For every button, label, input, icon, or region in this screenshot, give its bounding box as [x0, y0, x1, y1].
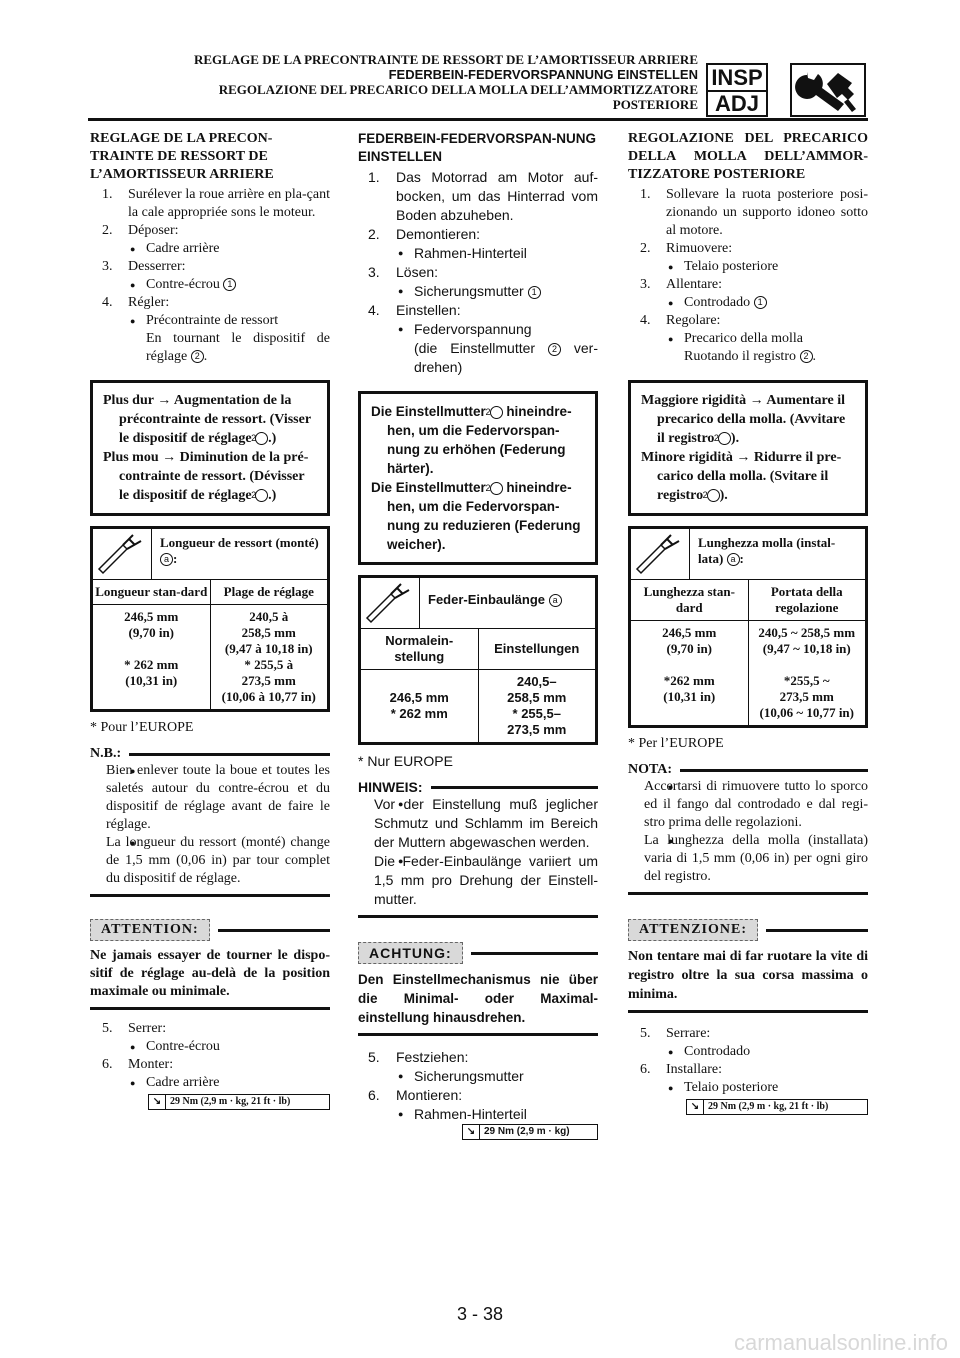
step-text: Monter: — [128, 1057, 174, 1072]
cell-line: 273,5 mm — [779, 689, 834, 704]
caution-heading — [358, 942, 598, 964]
step-5 — [628, 1025, 868, 1043]
cell-line: (9,70 in) — [666, 641, 712, 656]
page-header — [100, 52, 698, 112]
table-row — [93, 605, 327, 709]
step-1 — [628, 186, 868, 240]
callout-marker: 2 — [255, 489, 268, 502]
section-title: REGOLAZIONE DEL PRECARICO DELLA MOLLA DELL’AMMOR-TIZZATORE POSTERIORE — [628, 131, 868, 182]
table-cell — [93, 605, 211, 709]
cell-line: 246,5 mm — [662, 625, 717, 640]
step-number: 4. — [102, 295, 113, 310]
bullet-item — [358, 282, 598, 301]
torque-wrench-icon: ↘ — [463, 1125, 480, 1139]
divider — [90, 1007, 330, 1010]
step-text: Surélever la roue arrière en pla-çant la cale appropriée sons le moteur. — [128, 187, 330, 220]
step-number: 5. — [640, 1026, 651, 1041]
section-title: FEDERBEIN-FEDERVORSPAN-NUNG EINSTELLEN — [358, 131, 597, 164]
badge-top-text: INSP — [711, 65, 763, 90]
cell-line: *255,5 ~ — [783, 673, 830, 688]
bullet-item — [628, 294, 868, 312]
divider — [358, 915, 598, 918]
note-line-1 — [103, 391, 317, 448]
step-3 — [90, 258, 330, 276]
cell-line: 246,5 mm — [389, 690, 449, 705]
step-text: Serrer: — [128, 1021, 167, 1036]
nb-label: N.B.: — [90, 746, 122, 761]
column-header: Longueur stan-dard — [93, 580, 211, 604]
nb-item: ● Vor der Einstellung muß jeglicher Schmutz und Schlamm im Bereich der Muttern abgewaschen werden. — [358, 795, 598, 852]
caution-text: Den Einstellmechanismus nie über die Minimal- oder Maximal-einstellung hinausdrehen. — [358, 972, 598, 1025]
caution-label: ATTENZIONE: — [628, 919, 758, 941]
cell-line: * 262 mm — [124, 657, 179, 672]
table-cell — [479, 670, 596, 742]
bullet-item: ● Precarico della molla — [628, 330, 868, 348]
cell-line: *262 mm — [663, 673, 715, 688]
step-text: Serrare: — [666, 1026, 711, 1041]
caution-heading — [90, 919, 330, 941]
table-header-row — [631, 580, 865, 621]
step-1 — [358, 168, 598, 225]
note-line-1 — [371, 402, 585, 478]
badge-bottom-text: ADJ — [714, 91, 759, 116]
step-number: 1. — [640, 187, 651, 202]
column-header: Normalein-stellung — [361, 629, 479, 669]
sub-text-end: ver-drehen) — [414, 340, 598, 375]
bullet-text: Sicherungsmutter — [414, 283, 524, 299]
step-number: 2. — [102, 223, 113, 238]
step-number: 6. — [640, 1062, 651, 1077]
torque-wrench-icon: ↘ — [687, 1100, 704, 1114]
step-2 — [628, 240, 868, 258]
spec-label-text: Feder-Einbaulänge — [428, 592, 546, 607]
step-text: Déposer: — [128, 223, 179, 238]
section-title: REGLAGE DE LA PRECON-TRAINTE DE RESSORT DE L’AMORTISSEUR ARRIERE — [90, 131, 274, 182]
step-number: 4. — [368, 302, 380, 318]
nb-item: ● Bien enlever toute la boue et toutes les saletés autour du contre-écrou et du dispositif de réglage avant de faire le réglage. — [90, 762, 330, 834]
spec-label-text: Longueur de ressort (monté) — [160, 535, 319, 550]
step-text: Festziehen: — [396, 1049, 469, 1065]
step-text: Demontieren: — [396, 226, 481, 242]
step-6 — [358, 1086, 598, 1105]
callout-marker: a — [160, 553, 173, 566]
cell-line: (10,31 in) — [125, 673, 178, 688]
bullet-item: ● Rahmen-Hinterteil — [358, 244, 598, 263]
watermark: carmanualsonline.info — [733, 1330, 948, 1355]
step-text: Lösen: — [396, 264, 439, 280]
step-2 — [358, 225, 598, 244]
column-italian — [628, 126, 868, 1115]
step-number: 2. — [640, 241, 651, 256]
spec-label: Longueur de ressort (monté) a : — [160, 535, 319, 566]
step-number: 6. — [102, 1057, 113, 1072]
step-number: 5. — [368, 1049, 380, 1065]
step-text: Sollevare la ruota posteriore posi-zionando un supporto idoneo sotto al motore. — [666, 187, 868, 238]
step-4 — [628, 312, 868, 330]
step-5 — [90, 1020, 330, 1038]
note-line-2 — [641, 448, 855, 505]
sub-text — [358, 339, 598, 377]
step-number: 2. — [368, 226, 380, 242]
torque-value: 29 Nm (2,9 m · kg, 21 ft · lb) — [708, 1101, 829, 1112]
note-text-end: .) — [268, 488, 277, 503]
nb-label: NOTA: — [628, 762, 673, 777]
divider — [628, 1010, 868, 1013]
callout-marker: 2 — [490, 406, 503, 419]
spec-table — [628, 526, 868, 728]
cell-line: 273,5 mm — [507, 722, 567, 737]
nb-label: HINWEIS: — [358, 779, 423, 795]
caution-label: ACHTUNG: — [358, 942, 463, 964]
step-3 — [358, 263, 598, 282]
bullet-item: ● Telaio posteriore — [628, 258, 868, 276]
table-header-row — [361, 629, 595, 670]
caution-text: Ne jamais essayer de tourner le dispo-sitif de réglage au-delà de la position maximale ou minimale. — [90, 948, 330, 999]
header-line-4: POSTERIORE — [612, 97, 698, 112]
header-line-2: FEDERBEIN-FEDERVORSPANNUNG EINSTELLEN — [388, 67, 698, 82]
nb-heading — [628, 762, 868, 778]
bullet-text: Contre-écrou — [146, 277, 220, 292]
torque-spec — [686, 1099, 868, 1115]
step-number: 3. — [368, 264, 380, 280]
bullet-item: ● Rahmen-Hinterteil — [358, 1105, 598, 1124]
sub-text: En tournant le dispositif de réglage 2 . — [146, 331, 330, 364]
sub-text-body: En tournant le dispositif de réglage — [146, 331, 330, 364]
footnote: * Nur EUROPE — [358, 753, 453, 769]
note-text-end: hineindre-hen, um die Federvorspan-nung zu reduzieren (Federung weicher). — [387, 480, 581, 552]
callout-marker: 1 — [223, 278, 236, 291]
spec-table — [90, 526, 330, 712]
header-rule — [88, 118, 868, 121]
step-6 — [90, 1056, 330, 1074]
bullet-item: ● Federvorspannung — [358, 320, 598, 339]
divider — [90, 894, 330, 897]
nb-item: ● La longueur du ressort (monté) change de 1,5 mm (0,06 in) par tour complet du dispositif de réglage. — [90, 834, 330, 888]
step-text: Einstellen: — [396, 302, 461, 318]
callout-marker: 2 — [707, 489, 720, 502]
table-cell — [211, 605, 328, 709]
header-line-3: REGOLAZIONE DEL PRECARICO DELLA MOLLA DELL’AMMORTIZZATORE — [218, 82, 698, 97]
cell-line: (9,47 à 10,18 in) — [224, 641, 313, 656]
note-text-end: ). — [719, 488, 728, 503]
caution-text: Non tentare mai di far ruotare la vite di registro oltre la sua corsa massima o minima. — [628, 949, 868, 1002]
step-number: 3. — [102, 259, 113, 274]
step-text: Montieren: — [396, 1087, 463, 1103]
callout-marker: 2 — [548, 343, 561, 356]
torque-value: 29 Nm (2,9 m · kg) — [484, 1126, 570, 1137]
note-text-end: hineindre-hen, um die Federvorspan-nung zu erhöhen (Federung härter). — [387, 404, 572, 476]
step-6 — [628, 1061, 868, 1079]
step-text: Regolare: — [666, 313, 721, 328]
step-number: 3. — [640, 277, 651, 292]
cell-line: (9,47 ~ 10,18 in) — [762, 641, 851, 656]
insp-adj-badge — [706, 63, 768, 117]
callout-marker: 1 — [528, 286, 541, 299]
torque-value: 29 Nm (2,9 m · kg, 21 ft · lb) — [170, 1096, 291, 1107]
nb-heading — [358, 779, 598, 795]
cell-line: * 262 mm — [390, 706, 448, 721]
step-number: 5. — [102, 1021, 113, 1036]
torque-wrench-icon: ↘ — [149, 1095, 166, 1109]
nb-item: ● Die Feder-Einbaulänge variiert um 1,5 mm pro Drehung der Einstell-mutter. — [358, 852, 598, 909]
step-text: Allentare: — [666, 277, 722, 292]
callout-marker: 2 — [800, 350, 813, 363]
bullet-item: ● Cadre arrière — [90, 1074, 330, 1092]
adjustment-note-box — [358, 391, 598, 565]
cell-line: 246,5 mm — [124, 609, 179, 624]
sub-text: Ruotando il registro 2 . — [684, 349, 816, 364]
cell-line: (10,06 à 10,77 in) — [221, 689, 316, 704]
callout-marker: a — [727, 553, 740, 566]
caution-label: ATTENTION: — [90, 919, 210, 941]
note-text: Die Einstellmutter — [371, 480, 486, 495]
torque-spec — [462, 1124, 598, 1140]
caliper-icon — [93, 529, 152, 579]
step-5 — [358, 1048, 598, 1067]
callout-marker: 2 — [191, 350, 204, 363]
column-header: Lunghezza stan-dard — [631, 580, 749, 620]
step-4 — [90, 294, 330, 312]
step-number: 6. — [368, 1087, 380, 1103]
bullet-text: Controdado — [684, 295, 751, 310]
column-header: Plage de réglage — [223, 584, 314, 599]
bullet-item — [90, 276, 330, 294]
step-2 — [90, 222, 330, 240]
cell-line: 258,5 mm — [507, 690, 567, 705]
caution-heading — [628, 919, 868, 941]
bullet-item: ● Controdado — [628, 1043, 868, 1061]
step-4 — [358, 301, 598, 320]
torque-spec — [148, 1094, 330, 1110]
spec-table — [358, 575, 598, 745]
divider — [628, 892, 868, 895]
table-row — [631, 621, 865, 725]
bullet-item: ● Telaio posteriore — [628, 1079, 868, 1097]
note-text-end: ). — [730, 431, 740, 446]
table-cell — [749, 621, 866, 725]
step-1 — [90, 186, 330, 222]
callout-marker: 1 — [754, 296, 767, 309]
cell-line: (9,70 in) — [128, 625, 174, 640]
column-header: Portata della regolazione — [770, 584, 843, 615]
table-row — [361, 670, 595, 742]
cell-line: (10,06 ~ 10,77 in) — [759, 705, 854, 720]
spec-label-text: Lunghezza molla (instal-lata) — [698, 535, 836, 566]
sub-text-body: Ruotando il registro — [684, 349, 796, 364]
cell-line: 273,5 mm — [241, 673, 296, 688]
cell-line: 258,5 mm — [241, 625, 296, 640]
cell-line: * 255,5– — [512, 706, 561, 721]
table-header-row — [93, 580, 327, 605]
cell-line: (10,31 in) — [663, 689, 716, 704]
step-number: 1. — [102, 187, 113, 202]
cell-line: 240,5 à — [249, 609, 289, 624]
nb-item: ● Accertarsi di rimuovere tutto lo sporco ed il fango dal controdado e dal regi-stro prima delle regolazioni. — [628, 778, 868, 832]
footnote: * Per l’EUROPE — [628, 736, 724, 751]
step-text: Das Motorrad am Motor auf-bocken, um das Hinterrad vom Boden abzuheben. — [396, 169, 598, 223]
note-text: Die Einstellmutter — [371, 404, 486, 419]
note-text-end: .) — [268, 431, 277, 446]
note-text: Plus mou → Diminution de la pré-contrainte de ressort. (Dévisser le dispositif de réglage — [103, 450, 309, 503]
cell-line: 240,5 ~ 258,5 mm — [758, 625, 856, 640]
note-text: Plus dur → Augmentation de la précontrainte de ressort. (Visser le dispositif de réglage — [103, 393, 311, 446]
column-german — [358, 126, 598, 1140]
step-number: 4. — [640, 313, 651, 328]
cell-line: 240,5– — [516, 674, 557, 689]
note-line-1 — [641, 391, 855, 448]
step-number: 1. — [368, 169, 380, 185]
wrench-tool-icon — [790, 63, 866, 117]
page-number: 3 - 38 — [456, 1304, 504, 1324]
note-text: Maggiore rigidità → Aumentare il precarico della molla. (Avvitare il registro — [641, 393, 846, 446]
column-header: Einstellungen — [494, 641, 580, 656]
callout-marker: 2 — [490, 482, 503, 495]
step-text: Installare: — [666, 1062, 722, 1077]
note-text: Minore rigidità → Ridurre il pre-carico della molla. (Svitare il registro — [641, 450, 842, 503]
cell-line: * 255,5 à — [244, 657, 294, 672]
header-line-1: REGLAGE DE LA PRECONTRAINTE DE RESSORT DE L’AMORTISSEUR ARRIERE — [193, 52, 698, 67]
bullet-item: ● Sicherungsmutter — [358, 1067, 598, 1086]
nb-heading — [90, 746, 330, 762]
caliper-icon — [631, 529, 690, 579]
caliper-icon — [361, 578, 420, 628]
step-3 — [628, 276, 868, 294]
adjustment-note-box — [628, 380, 868, 516]
bullet-item: ● Contre-écrou — [90, 1038, 330, 1056]
nb-item: ● La lunghezza della molla (installata) varia di 1,5 mm (0,06 in) per ogni giro del registro. — [628, 832, 868, 886]
callout-marker: a — [549, 594, 562, 607]
bullet-item: ● Précontrainte de ressort — [90, 312, 330, 330]
footnote: * Pour l’EUROPE — [90, 720, 194, 735]
note-line-2 — [103, 448, 317, 505]
column-french — [90, 126, 330, 1110]
sub-text-body: (die Einstellmutter — [414, 340, 536, 356]
spec-label: Lunghezza molla (instal-lata) a : — [698, 535, 836, 566]
divider — [358, 1033, 598, 1036]
callout-marker: 2 — [255, 432, 268, 445]
adjustment-note-box — [90, 380, 330, 516]
step-text: Régler: — [128, 295, 170, 310]
step-text: Rimuovere: — [666, 241, 733, 256]
spec-label — [420, 578, 570, 628]
table-cell — [361, 670, 479, 742]
bullet-item: ● Cadre arrière — [90, 240, 330, 258]
step-text: Desserrer: — [128, 259, 186, 274]
callout-marker: 2 — [718, 432, 731, 445]
table-cell — [631, 621, 749, 725]
note-line-2 — [371, 478, 585, 554]
